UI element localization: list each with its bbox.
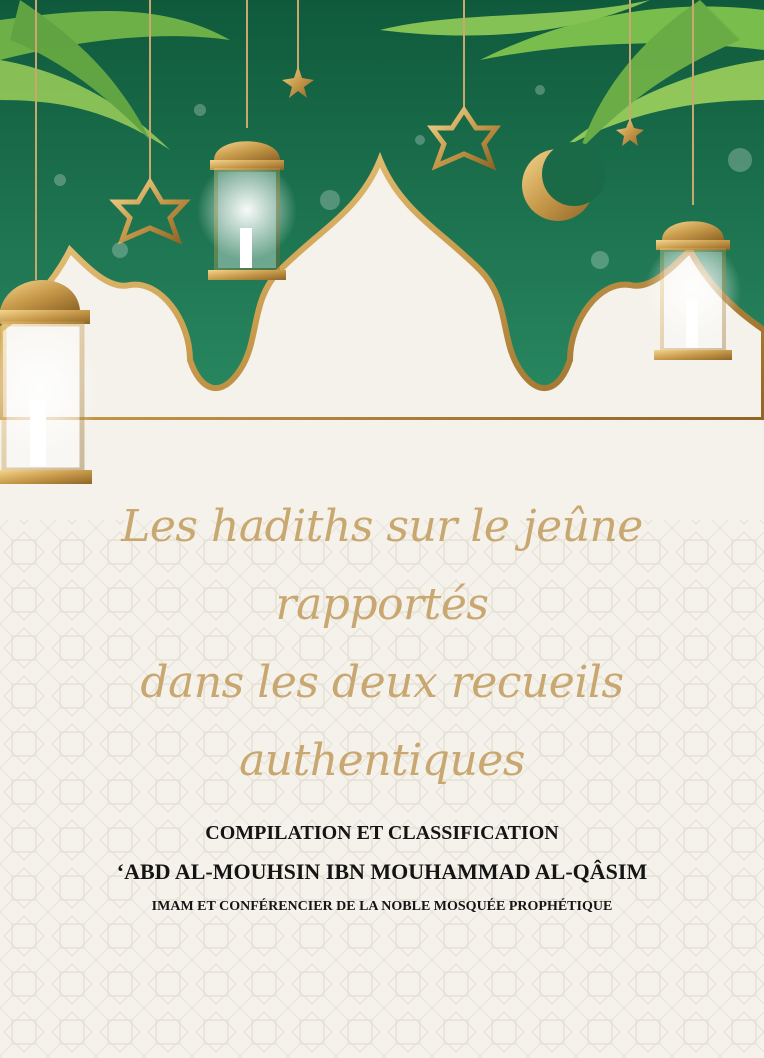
author-role: IMAM ET CONFÉRENCIER DE LA NOBLE MOSQUÉE PROPHÉTIQUE	[151, 899, 613, 914]
credit-label: COMPILATION ET CLASSIFICATION	[205, 822, 559, 844]
header-decoration	[0, 0, 764, 520]
credits-block	[0, 818, 764, 918]
book-title	[40, 488, 724, 800]
author-name: ‘ABD AL-MOUHSIN IBN MOUHAMMAD AL-QÂSIM	[116, 859, 648, 884]
book-title-line-2: dans les deux recueils authentiques	[140, 657, 624, 786]
book-title-line-1: Les hadiths sur le jeûne rapportés	[121, 501, 643, 630]
